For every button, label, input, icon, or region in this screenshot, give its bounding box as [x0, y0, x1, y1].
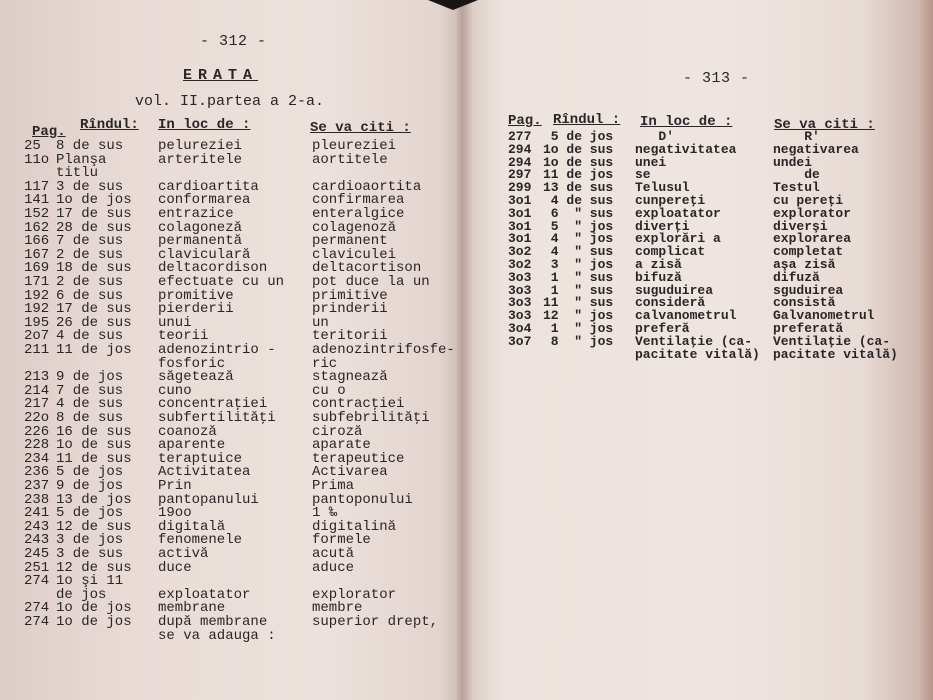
cell-page: 167 [24, 246, 50, 263]
cell-line: 13 de sus [543, 180, 614, 196]
cell-read-as: membre [312, 600, 363, 617]
cell-read-as: difuză [773, 269, 820, 285]
cell-instead-of: teraptuice [158, 450, 243, 467]
cell-instead-of: pacitate vitală) [635, 346, 760, 362]
cell-line: 5 " jos [543, 218, 614, 234]
cell-read-as: negativarea [773, 141, 859, 157]
cell-line: 3 " jos [543, 257, 614, 272]
cell-page: 3o1 [508, 218, 532, 234]
cell-page: 25 [24, 138, 41, 154]
cell-instead-of: explorări a [635, 231, 721, 247]
cell-read-as: confirmarea [312, 192, 405, 209]
cell-read-as: Activarea [312, 464, 388, 481]
cell-line: 5 de jos [56, 464, 124, 481]
page-number: - 313 - [683, 70, 750, 87]
cell-page: 169 [24, 260, 50, 277]
cell-read-as: preferată [773, 321, 844, 336]
cell-read-as: 1 ‰ [312, 505, 338, 522]
cell-line: 2 de sus [56, 246, 124, 263]
cell-instead-of: Prin [158, 478, 192, 494]
cell-line: 16 de sus [56, 423, 132, 440]
cell-page: 294 [508, 141, 532, 157]
cell-line: de jos [56, 586, 107, 603]
cell-instead-of: se va adauga : [158, 627, 276, 644]
cell-line: 1o de jos [56, 614, 132, 630]
cell-page: 211 [24, 342, 50, 358]
cell-line: 17 de sus [56, 206, 132, 222]
cell-line: 11 de jos [543, 167, 614, 183]
cell-page: 243 [24, 518, 50, 535]
cell-line: 1 " jos [543, 321, 614, 336]
cell-instead-of: promitive [158, 287, 234, 304]
cell-line: 17 de sus [56, 301, 132, 318]
cell-instead-of: claviculară [158, 246, 251, 263]
cell-page: 152 [24, 206, 50, 222]
cell-read-as: superior drept, [312, 614, 439, 630]
cell-instead-of: cuno [158, 382, 192, 399]
cell-read-as: subfebrilităţi [312, 410, 430, 426]
cell-read-as: stagnează [312, 369, 388, 386]
cell-page: 11o [24, 151, 50, 168]
cell-line: 3 de sus [56, 546, 124, 562]
cell-line: 3 de sus [56, 178, 124, 195]
cell-page: 3o4 [508, 321, 532, 336]
book-gutter [455, 0, 473, 700]
cell-read-as: claviculei [312, 246, 397, 263]
cell-instead-of: pantopanului [158, 491, 259, 508]
cell-read-as: explorator [312, 586, 397, 603]
cell-read-as: pot duce la un [312, 274, 430, 290]
cell-page: 234 [24, 450, 50, 467]
cell-line: 4 " jos [543, 231, 614, 247]
cell-page: 3o2 [508, 244, 532, 260]
page-edge-shadow [919, 0, 933, 700]
cell-page: 171 [24, 274, 50, 290]
page-title: ERATA [183, 67, 259, 84]
cell-line: 12 de sus [56, 518, 132, 535]
cell-page: 3o1 [508, 231, 532, 247]
cell-page: 3o2 [508, 257, 532, 272]
cell-page: 3o1 [508, 205, 532, 221]
cell-instead-of: exploatator [158, 586, 251, 603]
cell-instead-of: a zisă [635, 257, 682, 272]
cell-read-as: pacitate vitală) [773, 346, 898, 362]
cell-page: 195 [24, 314, 50, 331]
cell-page: 213 [24, 369, 50, 386]
cell-read-as: adenozintrifosfe- [312, 342, 455, 358]
cell-instead-of: permanentă [158, 233, 243, 250]
cell-instead-of: membrane [158, 600, 226, 617]
cell-page: 277 [508, 129, 532, 144]
cell-read-as: enteralgice [312, 206, 405, 222]
cell-read-as: pantoponului [312, 491, 413, 508]
cell-read-as: digitalină [312, 518, 397, 535]
cell-page: 236 [24, 464, 50, 481]
cell-read-as: ric [312, 355, 338, 372]
cell-read-as: formele [312, 532, 371, 549]
cell-instead-of: arteritele [158, 151, 243, 168]
cell-instead-of: 19oo [158, 505, 192, 522]
cell-read-as: contracţiei [312, 396, 405, 413]
cell-page: 274 [24, 573, 50, 590]
cell-page: 3o3 [508, 308, 532, 324]
cell-read-as: Prima [312, 478, 355, 494]
cell-read-as: explorator [773, 205, 852, 221]
cell-line: 11 " sus [543, 295, 614, 311]
cell-page: 162 [24, 219, 50, 236]
cell-read-as: undei [773, 154, 813, 170]
cell-page: 294 [508, 154, 532, 170]
volume-subtitle: vol. II.partea a 2-a. [135, 93, 325, 110]
cell-read-as: Ventilaţie (ca- [773, 333, 891, 349]
cell-page: 274 [24, 614, 50, 630]
cell-page: 217 [24, 396, 50, 413]
cell-line: 9 de jos [56, 369, 124, 386]
cell-line: 3 de jos [56, 532, 124, 549]
cell-line: 26 de sus [56, 314, 132, 331]
cell-read-as: cu o [312, 382, 346, 399]
cell-read-as: Testul [773, 180, 820, 196]
cell-instead-of: unei [635, 154, 667, 170]
cell-page: 297 [508, 167, 532, 183]
page-number: - 312 - [200, 33, 267, 50]
cell-instead-of: săgetează [158, 369, 234, 386]
cell-read-as: pleureziei [312, 138, 397, 154]
cell-instead-of: consideră [635, 295, 706, 311]
cell-read-as: acută [312, 546, 355, 562]
header-se-va-citi: Se va citi : [774, 117, 875, 133]
cell-page: 3o7 [508, 333, 532, 349]
cell-read-as: sguduirea [773, 282, 844, 298]
cell-line: 4 " sus [543, 244, 614, 260]
cell-read-as: permanent [312, 233, 388, 250]
cell-line: 11 de sus [56, 450, 132, 467]
cell-page: 228 [24, 437, 50, 454]
cell-line: 1o de jos [56, 600, 132, 617]
cell-read-as: completat [773, 244, 844, 260]
cell-line: 8 " jos [543, 333, 614, 349]
cell-page: 237 [24, 478, 50, 494]
cell-line: 1o de sus [543, 141, 614, 157]
cell-instead-of: Ventilaţie (ca- [635, 333, 753, 349]
cell-instead-of: fosforic [158, 355, 226, 372]
cell-page: 299 [508, 180, 532, 196]
cell-line: 2 de sus [56, 274, 124, 290]
cell-line: 1 " sus [543, 269, 614, 285]
cell-read-as: aparate [312, 437, 371, 454]
cell-page: 274 [24, 600, 50, 617]
cell-line: 18 de sus [56, 260, 132, 277]
cell-instead-of: suguduirea [635, 282, 714, 298]
page-313 [463, 0, 933, 700]
cell-instead-of: cunpereţi [635, 193, 706, 208]
header-in-loc-de: In loc de : [640, 114, 733, 130]
cell-instead-of: pelureziei [158, 138, 243, 154]
binding-shadow [428, 0, 478, 10]
cell-read-as: diverşi [773, 218, 828, 234]
header-pag: Pag. [32, 124, 66, 140]
cell-instead-of: D' [635, 129, 675, 144]
cell-page: 192 [24, 301, 50, 318]
cell-read-as: primitive [312, 287, 388, 304]
cell-instead-of: teorii [158, 328, 209, 345]
cell-read-as: colagenoză [312, 219, 397, 236]
cell-read-as: teritorii [312, 328, 388, 345]
cell-instead-of: adenozintrio - [158, 342, 276, 358]
cell-read-as: R' [773, 129, 820, 144]
cell-read-as: prinderii [312, 301, 388, 318]
cell-read-as: aşa zisă [773, 257, 836, 272]
cell-read-as: Galvanometrul [773, 308, 875, 324]
cell-instead-of: concentraţiei [158, 396, 268, 413]
cell-line: 5 de jos [543, 129, 614, 144]
cell-instead-of: Activitatea [158, 464, 251, 481]
cell-read-as: ciroză [312, 423, 363, 440]
cell-read-as: deltacortison [312, 260, 422, 277]
cell-instead-of: exploatator [635, 205, 721, 221]
cell-instead-of: bifuză [635, 269, 682, 285]
cell-read-as: aortitele [312, 151, 388, 168]
cell-line: 4 de sus [56, 396, 124, 413]
cell-page: 22o [24, 410, 50, 426]
cell-instead-of: colagoneză [158, 219, 243, 236]
cell-read-as: un [312, 314, 329, 331]
cell-page: 245 [24, 546, 50, 562]
cell-instead-of: coanoză [158, 423, 217, 440]
cell-page: 141 [24, 192, 50, 209]
page-312 [0, 0, 463, 700]
cell-instead-of: Telusul [635, 180, 690, 196]
header-in-loc-de: In loc de : [158, 117, 251, 133]
cell-line: 8 de sus [56, 138, 124, 154]
cell-read-as: aduce [312, 559, 355, 576]
cell-instead-of: activă [158, 546, 209, 562]
cell-line: 28 de sus [56, 219, 132, 236]
cell-instead-of: cardioartita [158, 178, 259, 195]
cell-line: 9 de jos [56, 478, 124, 494]
cell-page: 241 [24, 505, 50, 522]
cell-instead-of: preferă [635, 321, 690, 336]
cell-page: 192 [24, 287, 50, 304]
cell-line: 1o de sus [56, 437, 132, 454]
cell-line: 4 de sus [543, 193, 614, 208]
cell-instead-of: deltacordison [158, 260, 268, 277]
header-rindul: Rîndul: [80, 117, 139, 133]
header-se-va-citi: Se va citi : [310, 120, 411, 136]
cell-read-as: cu pereţi [773, 193, 844, 208]
cell-line: 6 " sus [543, 205, 614, 221]
cell-page: 3o3 [508, 269, 532, 285]
cell-line: 1o şi 11 [56, 573, 124, 590]
cell-page: 226 [24, 423, 50, 440]
cell-line: 7 de sus [56, 233, 124, 250]
cell-line: 1 " sus [543, 282, 614, 298]
header-pag: Pag. [508, 113, 542, 129]
cell-instead-of: diverţi [635, 218, 690, 234]
cell-read-as: de [773, 167, 820, 183]
cell-line: 1o de jos [56, 192, 132, 209]
cell-line: 6 de sus [56, 287, 124, 304]
cell-page: 3o3 [508, 295, 532, 311]
cell-page: 117 [24, 178, 50, 195]
cell-instead-of: calvanometrul [635, 308, 737, 324]
cell-instead-of: digitală [158, 518, 226, 535]
cell-line: Planşa [56, 151, 107, 168]
cell-page: 243 [24, 532, 50, 549]
cell-page: 3o3 [508, 282, 532, 298]
cell-instead-of: conformarea [158, 192, 251, 209]
cell-instead-of: pierderii [158, 301, 234, 318]
cell-instead-of: duce [158, 559, 192, 576]
cell-line: 12 de sus [56, 559, 132, 576]
cell-instead-of: negativitatea [635, 141, 737, 157]
cell-line: 11 de jos [56, 342, 132, 358]
cell-line: titlu [56, 165, 99, 182]
cell-line: 4 de sus [56, 328, 124, 345]
cell-instead-of: efectuate cu un [158, 274, 285, 290]
cell-line: 8 de sus [56, 410, 124, 426]
cell-line: 13 de jos [56, 491, 132, 508]
cell-line: 12 " jos [543, 308, 614, 324]
cell-page: 214 [24, 382, 50, 399]
cell-read-as: explorarea [773, 231, 852, 247]
cell-instead-of: se [635, 167, 651, 183]
cell-page: 2o7 [24, 328, 50, 345]
cell-line: 5 de jos [56, 505, 124, 522]
cell-page: 251 [24, 559, 50, 576]
cell-instead-of: subfertilităţi [158, 410, 276, 426]
cell-instead-of: complicat [635, 244, 706, 260]
cell-instead-of: aparente [158, 437, 226, 454]
cell-line: 1o de sus [543, 154, 614, 170]
cell-read-as: consistă [773, 295, 836, 311]
cell-instead-of: unui [158, 314, 192, 331]
header-rindul: Rîndul : [553, 112, 621, 128]
cell-page: 238 [24, 491, 50, 508]
cell-page: 3o1 [508, 193, 532, 208]
cell-instead-of: după membrane [158, 614, 268, 630]
cell-instead-of: entrazice [158, 206, 234, 222]
cell-page: 166 [24, 233, 50, 250]
cell-instead-of: fenomenele [158, 532, 243, 549]
cell-read-as: cardioaortita [312, 178, 422, 195]
cell-line: 7 de sus [56, 382, 124, 399]
cell-read-as: terapeutice [312, 450, 405, 467]
